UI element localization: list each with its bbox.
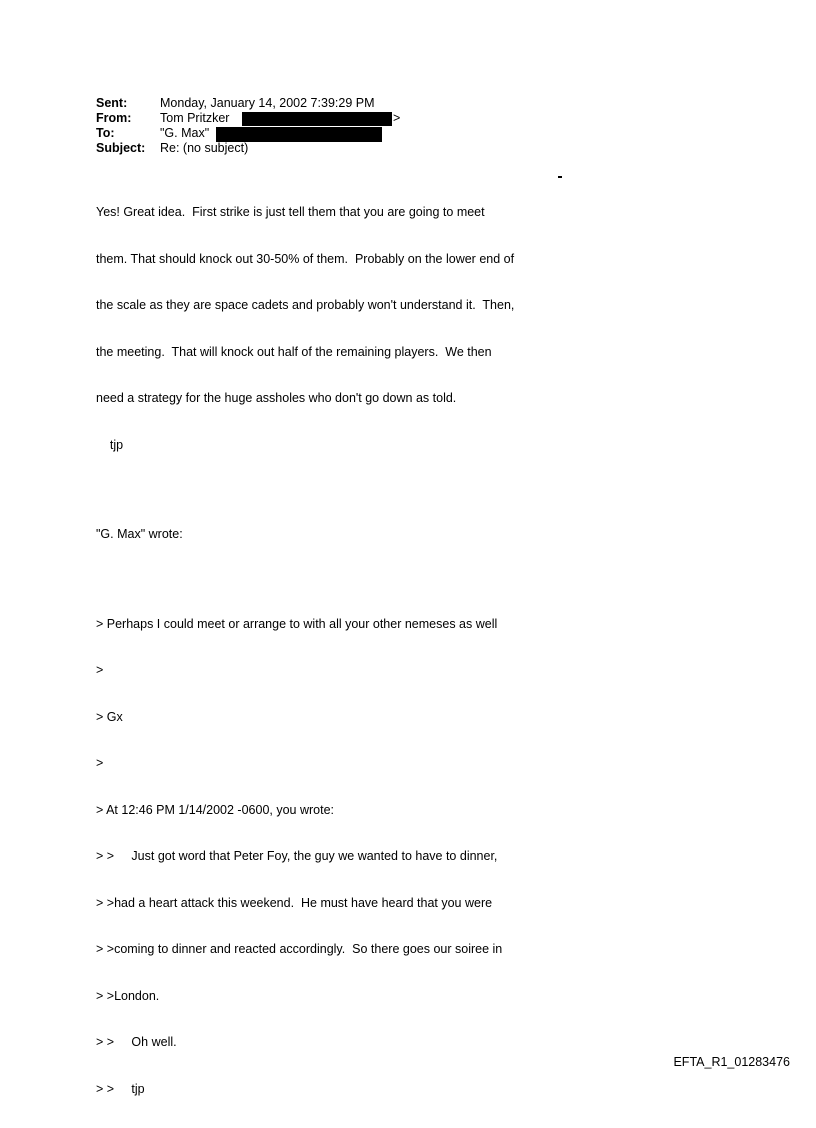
quoted-line: > >London. — [96, 988, 160, 1003]
from-value: Tom Pritzker — [160, 111, 230, 125]
quoted-line: > > Just got word that Peter Foy, the guy we wanted to have to dinner, — [96, 849, 498, 863]
to-value: "G. Max" — [160, 126, 210, 140]
reply-line: the meeting. That will knock out half of the remaining players. We then — [96, 344, 492, 359]
quoted-line: > Gx — [96, 709, 123, 724]
to-label: To: — [96, 126, 115, 140]
subject-label: Subject: — [96, 141, 146, 155]
paragraph-gap — [96, 484, 514, 496]
quote-attribution: "G. Max" wrote: — [96, 527, 183, 541]
stray-mark — [558, 176, 562, 178]
to-email-redaction — [216, 127, 382, 142]
sent-value: Monday, January 14, 2002 7:39:29 PM — [160, 96, 375, 110]
from-email-redaction — [242, 112, 392, 126]
reply-signature: tjp — [96, 437, 124, 452]
from-suffix: > — [393, 111, 401, 125]
quoted-line: > At 12:46 PM 1/14/2002 -0600, you wrote: — [96, 802, 335, 817]
quoted-line: > >coming to dinner and reacted accordingly. So there goes our soiree in — [96, 942, 503, 956]
from-label: From: — [96, 111, 132, 125]
reply-line: Yes! Great idea. First strike is just tell them that you are going to meet — [96, 205, 485, 219]
quoted-line: > > Oh well. — [96, 1035, 177, 1049]
quoted-line: > > tjp — [96, 1081, 145, 1096]
quoted-line: > >had a heart attack this weekend. He must have heard that you were — [96, 895, 493, 910]
sent-label: Sent: — [96, 96, 128, 110]
document-id: EFTA_R1_01283476 — [673, 1055, 790, 1069]
subject-value: Re: (no subject) — [160, 141, 249, 155]
reply-line: need a strategy for the huge assholes who don't go down as told. — [96, 391, 457, 405]
reply-line: the scale as they are space cadets and probably won't understand it. Then, — [96, 298, 515, 312]
email-body — [96, 174, 514, 1128]
quoted-line: > Perhaps I could meet or arrange to with all your other nemeses as well — [96, 616, 498, 631]
quoted-line: > — [96, 663, 104, 677]
paragraph-gap — [96, 574, 514, 586]
reply-line: them. That should knock out 30-50% of them. Probably on the lower end of — [96, 251, 515, 266]
quoted-line: > — [96, 756, 104, 770]
